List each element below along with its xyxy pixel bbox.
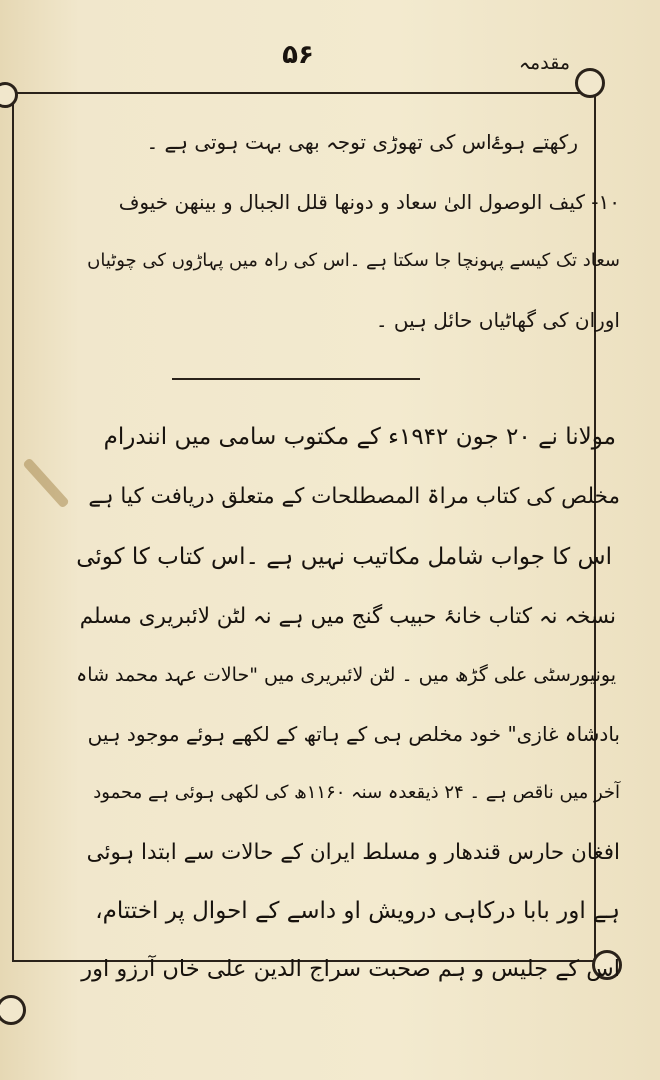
handwritten-line-2: مخلص کی کتاب مراۃ المصطلحات کے متعلق دریافت کیا ہے [88, 484, 620, 509]
printed-line-4: اوران کی گھاٹیاں حائل ہیں ۔ [375, 308, 620, 332]
handwritten-line-3: اس کا جواب شامل مکاتیب نہیں ہے ۔اس کتاب کا کوئی [76, 544, 612, 570]
handwritten-line-5: یونیورسٹی علی گڑھ میں ۔ لٹن لائبریری میں "حالات عہد محمد شاہ [76, 664, 616, 686]
handwritten-line-6: بادشاہ غازی" خود مخلص ہی کے ہاتھ کے لکھے ہوئے موجود ہیں [87, 722, 620, 746]
handwritten-line-8: افغان حارس قندھار و مسلط ایران کے حالات سے ابتدا ہوئی [86, 840, 620, 865]
handwritten-line-4: نسخہ نہ کتاب خانۂ حبیب گنج میں ہے نہ لٹن لائبریری مسلم [79, 604, 616, 629]
handwritten-line-10: اس کے جلیس و ہم صحبت سراج الدین علی خاں آرزو اور [81, 956, 620, 982]
section-divider [172, 378, 420, 380]
page-border-frame [12, 92, 596, 962]
corner-ornament-top-right [575, 68, 605, 98]
running-header: مقدمہ [518, 52, 570, 74]
printed-line-1: رکھتے ہوۓاس کی تھوڑی توجہ بھی بہت ہوتی ہے ۔ [146, 130, 578, 154]
printed-line-3: سعاد تک کیسے پہونچا جا سکتا ہے ۔اس کی راہ میں پہاڑوں کی چوٹیاں [87, 250, 620, 271]
printed-line-2: ۱۰- کیف الوصول الیٰ سعاد و دونھا قلل الجبال و بینھن خیوف [118, 190, 620, 214]
page-number: ۵۶ [282, 40, 314, 70]
handwritten-line-9: ہے اور بابا درکاہی درویش او داسے کے احوال پر اختتام، [95, 898, 620, 924]
handwritten-line-7: آخر میں ناقص ہے ۔ ۲۴ ذیقعدہ سنہ ۱۱۶۰ھ کی لکھی ہوئی ہے محمود [93, 782, 620, 803]
handwritten-line-1: مولانا نے ۲۰ جون ۱۹۴۲ء کے مکتوب سامی میں انندرام [103, 424, 616, 450]
corner-ornament-bottom-left [0, 995, 26, 1025]
